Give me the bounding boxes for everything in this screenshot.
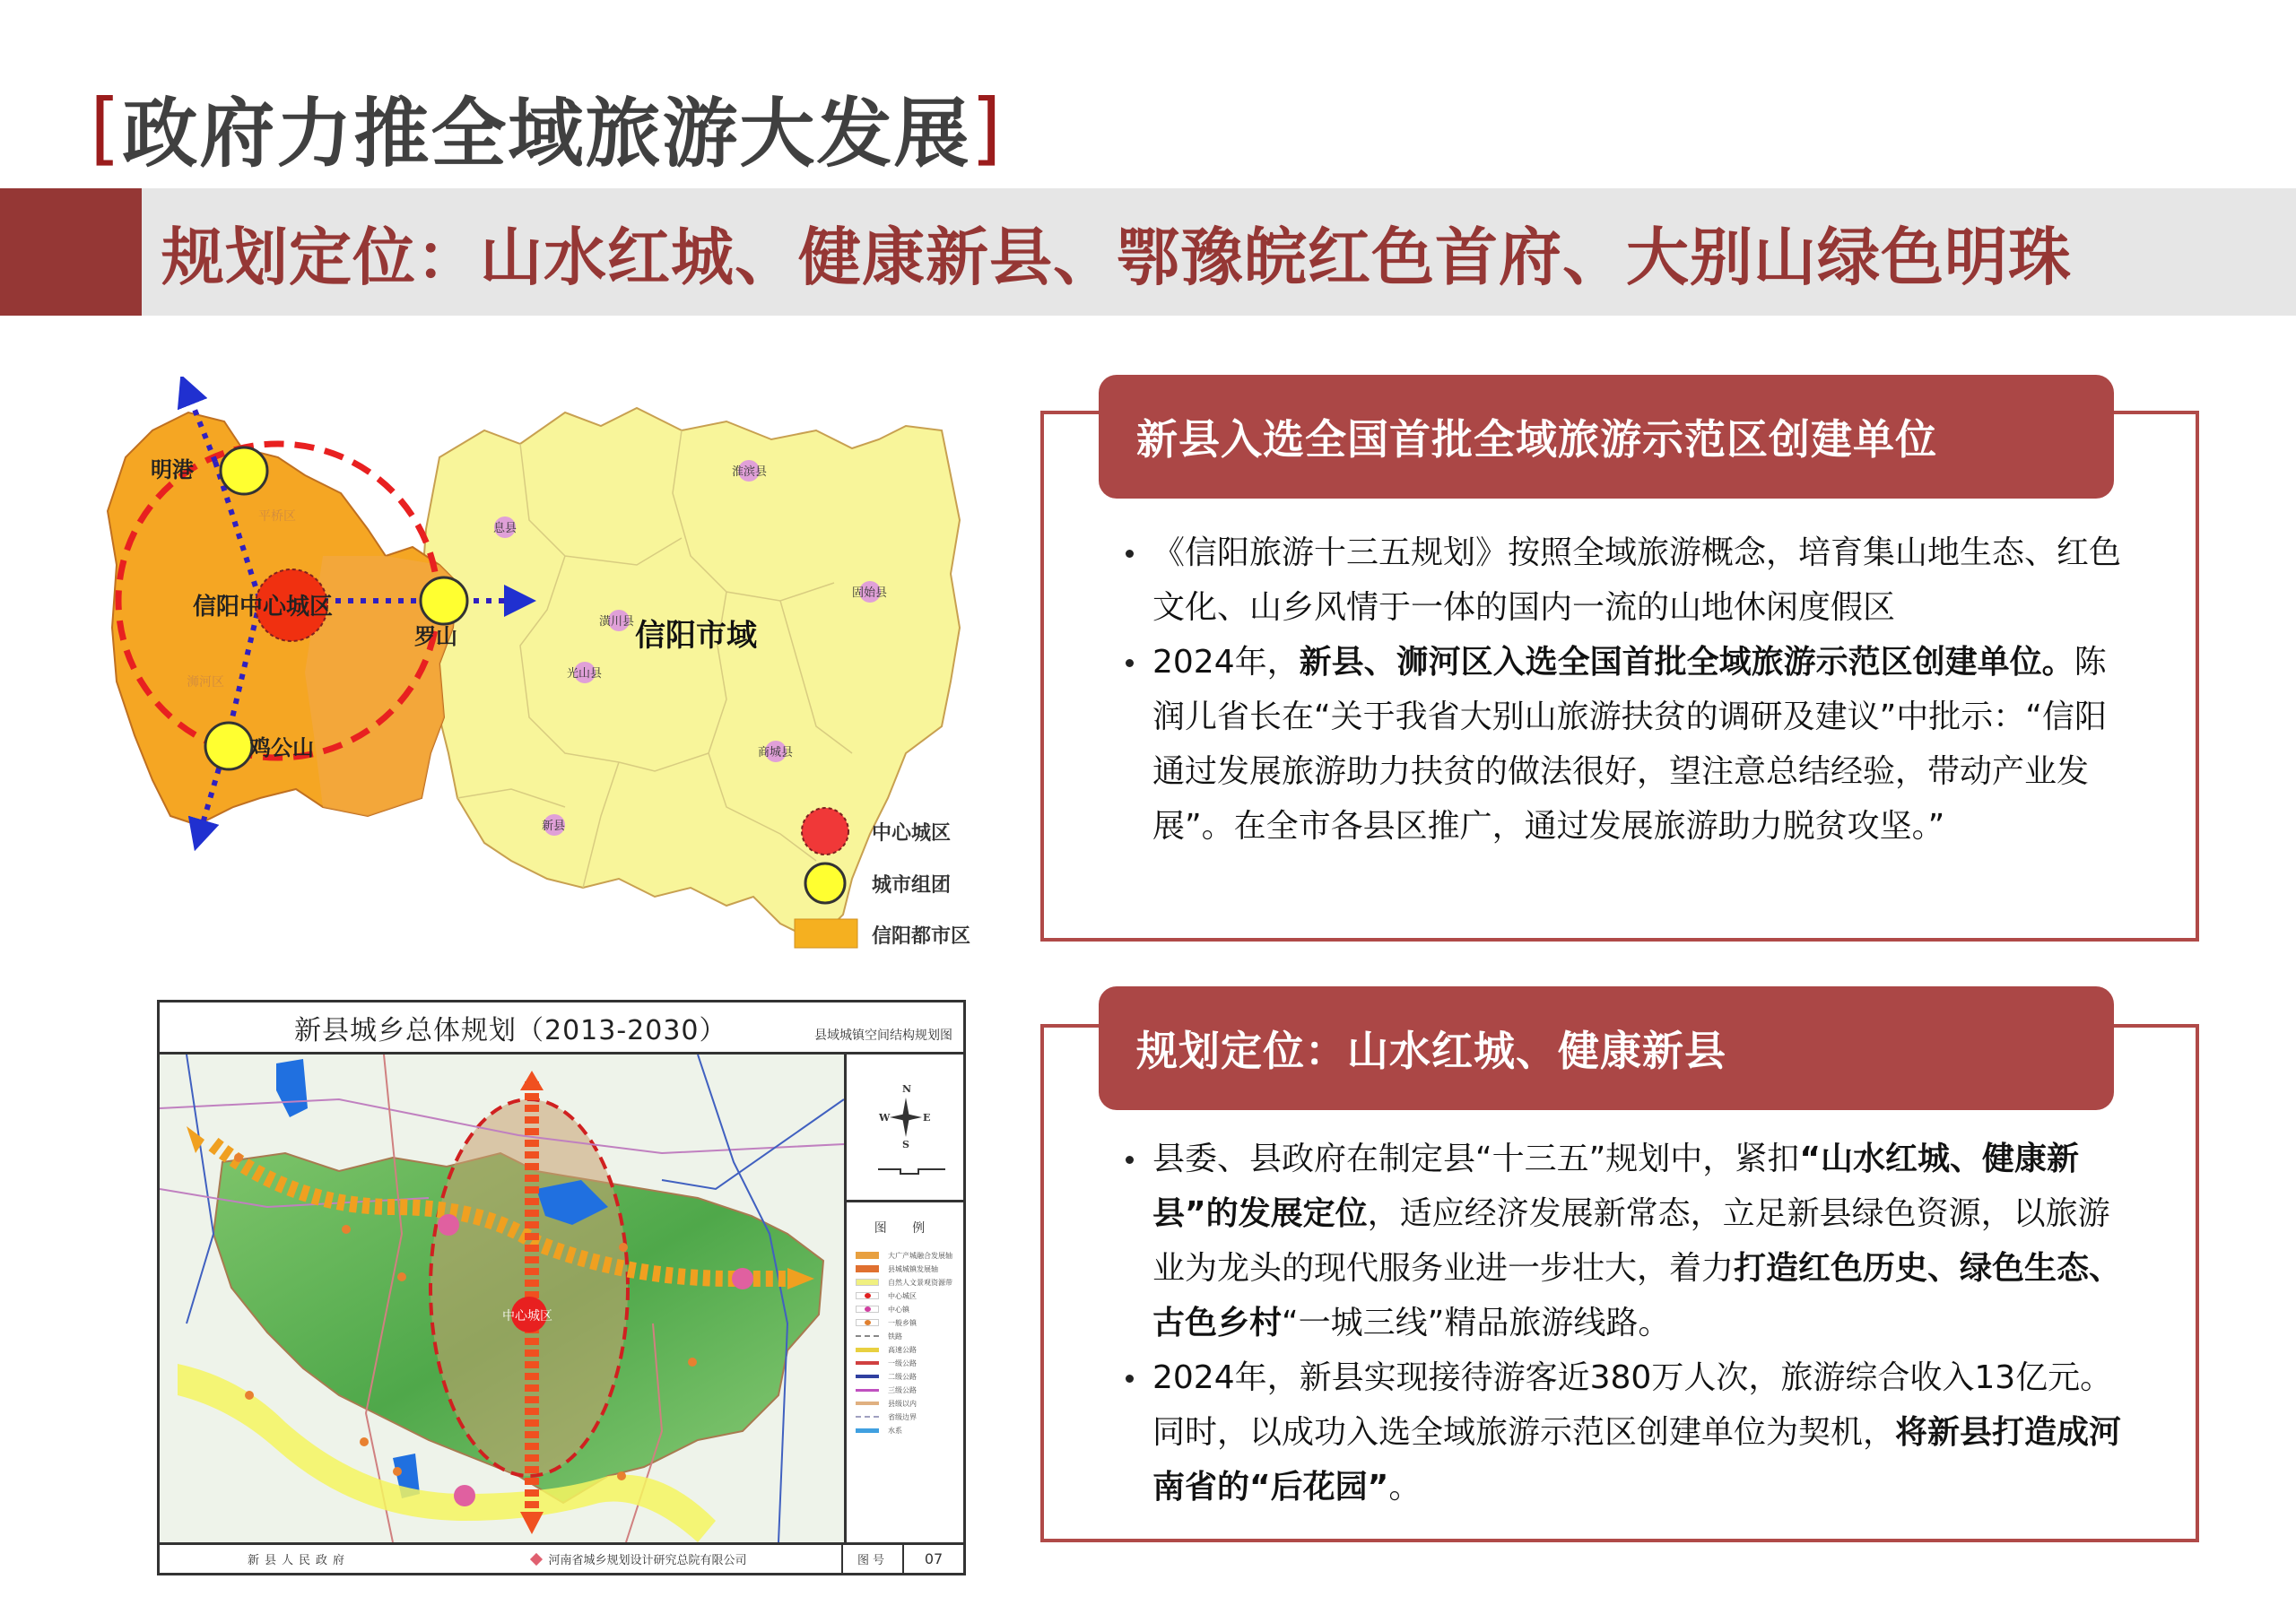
panel-header <box>1099 375 2114 499</box>
cluster-marker-minggang <box>221 447 267 494</box>
panel-header-text: 新县入选全国首批全域旅游示范区创建单位 <box>1136 415 1937 464</box>
legend-item: 水系 <box>856 1424 963 1436</box>
svg-text:固始县: 固始县 <box>852 586 888 600</box>
svg-text:潢川县: 潢川县 <box>599 615 635 629</box>
bullet-item: 《信阳旅游十三五规划》按照全域旅游概念，培育集山地生态、红色文化、山乡风情于一体的国内一流的山地休闲度假区 <box>1126 525 2130 635</box>
title-close-bracket: ] <box>970 81 1004 174</box>
legend-item: 铁路 <box>856 1330 963 1342</box>
map1-legend <box>795 808 970 948</box>
info-panel-demonstration-zone <box>1040 375 2199 942</box>
svg-text:信阳中心城区: 信阳中心城区 <box>193 594 334 621</box>
map2-header <box>160 1002 963 1055</box>
footer-figure-number: 07 <box>902 1545 963 1573</box>
compass-rose <box>847 1055 963 1202</box>
svg-text:N: N <box>902 1083 912 1095</box>
svg-text:罗山: 罗山 <box>414 624 457 649</box>
legend-item: 高速公路 <box>856 1343 963 1356</box>
page-title <box>90 81 1004 178</box>
map2-footer <box>160 1542 963 1573</box>
svg-text:中心城区: 中心城区 <box>872 822 952 845</box>
xinyang-metro-map <box>99 377 996 968</box>
cluster-marker-luoshan <box>421 577 467 624</box>
xinyang-city-domain-region <box>422 408 960 942</box>
bullet-item: 2024年，新县实现接待游客近380万人次，旅游综合收入13亿元。同时，以成功入选全域旅游示范区创建单位为契机，将新县打造成河南省的“后花园”。 <box>1126 1350 2130 1515</box>
footer-government: 新县人民政府 <box>247 1554 350 1567</box>
svg-text:光山县: 光山县 <box>567 667 603 681</box>
panel-header <box>1099 986 2114 1110</box>
map2-legend <box>856 1249 963 1436</box>
legend-item: 省级边界 <box>856 1410 963 1423</box>
title-open-bracket: [ <box>90 81 123 174</box>
footer-figure-label: 图号 <box>841 1545 902 1573</box>
footer-institute: 河南省城乡规划设计研究总院有限公司 <box>438 1550 841 1567</box>
xin-county-planning-map <box>157 1000 966 1575</box>
svg-text:新县: 新县 <box>542 820 566 833</box>
map2-subtitle: 县域城镇空间结构规划图 <box>814 1028 952 1043</box>
panel-header-text: 规划定位：山水红城、健康新县 <box>1136 1027 1726 1075</box>
svg-text:中心城区: 中心城区 <box>502 1309 552 1324</box>
map2-sidebar <box>844 1055 963 1542</box>
map2-title: 新县城乡总体规划（2013-2030） <box>294 1014 727 1046</box>
svg-text:城市组团: 城市组团 <box>872 874 952 897</box>
map2-terrain <box>160 1055 844 1542</box>
legend-item: 中心城区 <box>856 1289 963 1302</box>
subtitle-text: 规划定位：山水红城、健康新县、鄂豫皖红色首府、大别山绿色明珠 <box>161 220 2072 294</box>
legend-item: 大广产城融合发展轴 <box>856 1249 963 1262</box>
map2-legend-title: 图 例 <box>874 1221 936 1236</box>
subtitle-accent-block <box>0 188 142 316</box>
page-title-text: 政府力推全域旅游大发展 <box>122 89 971 178</box>
bullet-item: 县委、县政府在制定县“十三五”规划中，紧扣“山水红城、健康新县”的发展定位，适应经济发展新常态，立足新县绿色资源，以旅游业为龙头的现代服务业进一步壮大，着力打造红色历史、绿色生态、古色乡村“一城三线”精品旅游线路。 <box>1126 1132 2130 1350</box>
svg-text:信阳都市区: 信阳都市区 <box>872 925 971 948</box>
bullet-item: 2024年，新县、浉河区入选全国首批全域旅游示范区创建单位。陈润儿省长在“关于我省大别山旅游扶贫的调研及建议”中批示：“信阳通过发展旅游助力扶贫的做法很好，望注意总结经验，带动产业发展”。在全市各县区推广，通过发展旅游助力脱贫攻坚。” <box>1126 635 2130 854</box>
svg-text:信阳市域: 信阳市域 <box>635 618 757 654</box>
svg-text:淮滨县: 淮滨县 <box>732 465 768 479</box>
info-panel-planning-positioning <box>1040 986 2199 1542</box>
svg-text:鸡公山: 鸡公山 <box>249 735 314 760</box>
svg-text:W: W <box>879 1112 891 1124</box>
panel-body <box>1126 525 2130 854</box>
svg-text:明港: 明港 <box>151 457 194 482</box>
svg-text:商城县: 商城县 <box>758 746 794 759</box>
legend-item: 一般乡镇 <box>856 1316 963 1329</box>
svg-text:浉河区: 浉河区 <box>187 675 224 690</box>
legend-item: 二级公路 <box>856 1370 963 1383</box>
legend-item: 一级公路 <box>856 1357 963 1369</box>
legend-item: 县城城镇发展轴 <box>856 1263 963 1275</box>
svg-text:息县: 息县 <box>493 522 517 535</box>
legend-item: 自然人文景观资源带 <box>856 1276 963 1289</box>
institute-logo-icon <box>530 1552 543 1565</box>
svg-text:S: S <box>902 1139 909 1150</box>
svg-text:平桥区: 平桥区 <box>258 509 296 524</box>
legend-item: 中心镇 <box>856 1303 963 1315</box>
cluster-marker-jigongshan <box>205 723 252 769</box>
subtitle-bar <box>0 188 2296 316</box>
panel-body <box>1126 1132 2130 1515</box>
svg-text:E: E <box>923 1112 931 1124</box>
legend-item: 县级以内 <box>856 1397 963 1410</box>
legend-item: 三级公路 <box>856 1384 963 1396</box>
